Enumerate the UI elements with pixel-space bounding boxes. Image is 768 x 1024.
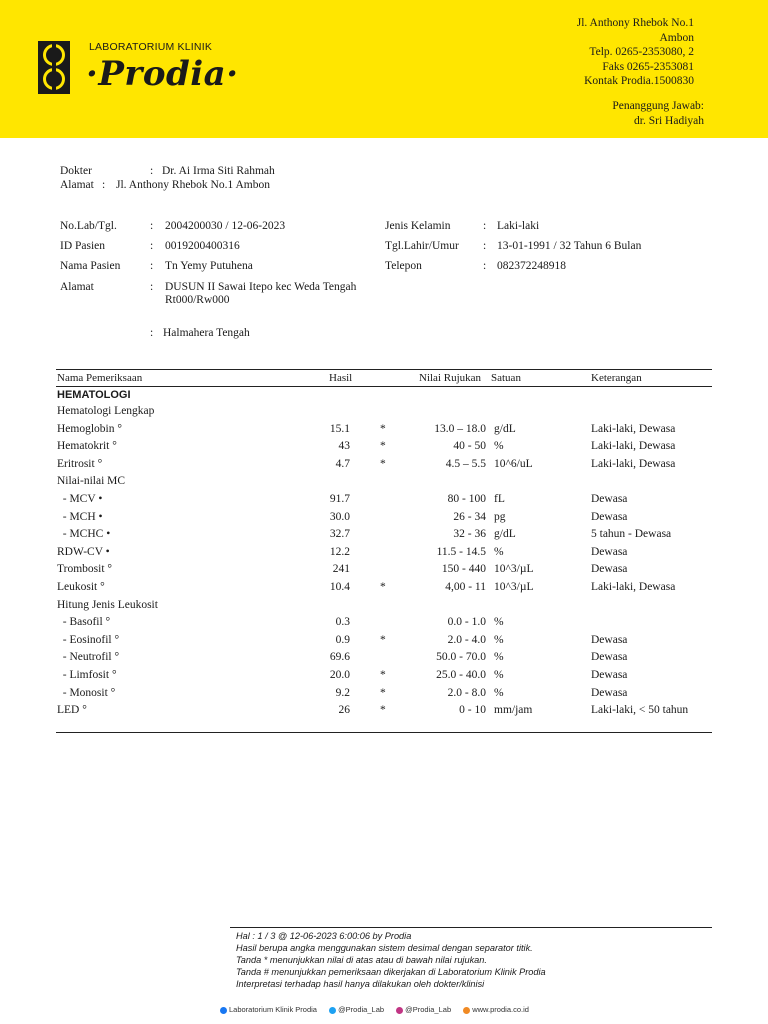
row-name: - MCV • [57,493,103,505]
row-note: Laki-laki, Dewasa [591,458,676,470]
row-ref: 4.5 – 5.5 [445,458,486,470]
lab-label: LABORATORIUM KLINIK [89,41,213,53]
row-note: Dewasa [591,687,628,699]
row-name: Eritrosit ° [57,458,103,470]
patient-name-label: Nama Pasien [60,260,121,272]
row-result: 43 [338,440,350,452]
col-header-ref: Nilai Rujukan [419,372,482,384]
social-twitter[interactable]: @Prodia_Lab [329,1005,384,1014]
row-note: Dewasa [591,634,628,646]
row-name: Hematologi Lengkap [57,405,155,417]
row-name: RDW-CV • [57,546,110,558]
row-name: Leukosit ° [57,581,105,593]
doctor-address-label: Alamat [60,179,94,191]
colon: : [150,220,154,232]
row-result: 0.3 [335,616,350,628]
row-name: - Neutrofil ° [57,651,120,663]
row-result: 91.7 [329,493,350,505]
row-note: Laki-laki, Dewasa [591,440,676,452]
doctor-label: Dokter [60,165,92,177]
row-note: Dewasa [591,651,628,663]
letterhead [0,0,768,138]
row-ref: 150 - 440 [441,563,486,575]
row-result: 15.1 [329,423,350,435]
row-ref: 4,00 - 11 [445,581,486,593]
row-unit: % [494,440,504,452]
row-name: Hemoglobin ° [57,423,122,435]
row-result: 12.2 [329,546,350,558]
social-links [220,1005,539,1014]
responsible-person: Penanggung Jawab: dr. Sri Hadiyah [612,100,704,127]
row-ref: 25.0 - 40.0 [436,669,486,681]
row-ref: 2.0 - 8.0 [447,687,486,699]
row-unit: % [494,669,504,681]
social-instagram[interactable]: @Prodia_Lab [396,1005,451,1014]
row-ref: 0 - 10 [459,704,486,716]
row-unit: g/dL [494,528,516,540]
row-name: - Limfosit ° [57,669,117,681]
facebook-icon [220,1007,227,1014]
footer-notes [236,930,546,990]
row-note: Dewasa [591,546,628,558]
row-unit: fL [494,493,505,505]
dob-label: Tgl.Lahir/Umur [385,240,459,252]
row-result: 32.7 [329,528,350,540]
colon: : [483,260,487,272]
patient-address-line2: Rt000/Rw000 [165,294,230,306]
row-ref: 11.5 - 14.5 [436,546,486,558]
row-name: Hematokrit ° [57,440,117,452]
row-result: 4.7 [335,458,350,470]
row-result: 0.9 [335,634,350,646]
web-icon [463,1007,470,1014]
sex-value: Laki-laki [497,220,540,232]
colon: : [150,260,154,272]
twitter-icon [329,1007,336,1014]
doctor-name: Dr. Ai Irma Siti Rahmah [162,165,275,177]
row-unit: % [494,616,504,628]
row-name: - Eosinofil ° [57,634,120,646]
row-ref: 26 - 34 [453,511,486,523]
nolab-label: No.Lab/Tgl. [60,220,117,232]
row-note: Laki-laki, Dewasa [591,423,676,435]
row-unit: pg [494,511,506,523]
patient-name-value: Tn Yemy Putuhena [165,260,253,272]
row-result: 30.0 [329,511,350,523]
social-website[interactable]: www.prodia.co.id [463,1005,529,1014]
row-name: LED ° [57,704,87,716]
patient-id-label: ID Pasien [60,240,106,252]
row-result: 20.0 [329,669,350,681]
section-title: HEMATOLOGI [57,389,131,401]
row-ref: 0.0 - 1.0 [447,616,486,628]
instagram-icon [396,1007,403,1014]
brand-name: ·Prodia· [86,54,239,94]
row-note: Laki-laki, Dewasa [591,581,676,593]
row-ref: 40 - 50 [453,440,486,452]
row-name: Trombosit ° [57,563,112,575]
row-note: Dewasa [591,493,628,505]
row-flag: * [380,634,386,646]
footer-note: Tanda # menunjukkan pemeriksaan dikerjakan di Laboratorium Klinik Prodia [236,967,546,977]
footer-rule [230,927,712,928]
row-name: - Monosit ° [57,687,116,699]
footer-note: Tanda * menunjukkan nilai di atas atau di bawah nilai rujukan. [236,955,487,965]
sex-label: Jenis Kelamin [385,220,451,232]
colon: : [483,220,487,232]
table-header-rule [56,386,712,387]
row-unit: 10^3/µL [494,581,534,593]
row-name: - MCH • [57,511,103,523]
row-name: Hitung Jenis Leukosit [57,599,158,611]
colon: : [150,327,154,339]
table-top-rule [56,369,712,370]
row-ref: 2.0 - 4.0 [447,634,486,646]
row-unit: g/dL [494,423,516,435]
colon: : [150,281,154,293]
lab-address: Jl. Anthony Rhebok No.1 Ambon Telp. 0265-2353080, 2 Faks 0265-2353081 Kontak Prodia.1500830 [576,17,694,87]
doctor-address: Jl. Anthony Rhebok No.1 Ambon [116,179,270,191]
row-unit: 10^3/µL [494,563,534,575]
row-result: 10.4 [329,581,350,593]
row-unit: 10^6/uL [494,458,533,470]
row-result: 26 [338,704,350,716]
col-header-name: Nama Pemeriksaan [57,372,143,384]
table-bottom-rule [56,732,712,733]
colon: : [102,179,106,191]
col-header-note: Keterangan [591,372,642,384]
phone-label: Telepon [385,260,422,272]
dob-value: 13-01-1991 / 32 Tahun 6 Bulan [497,240,642,252]
row-result: 241 [332,563,350,575]
row-unit: % [494,651,504,663]
row-unit: % [494,687,504,699]
footer-note: Hasil berupa angka menggunakan sistem desimal dengan separator titik. [236,943,533,953]
row-note: Dewasa [591,669,628,681]
nolab-value: 2004200030 / 12-06-2023 [165,220,286,232]
footer-note: Interpretasi terhadap hasil hanya dilakukan oleh dokter/klinisi [236,979,485,989]
prodia-logo-icon [38,41,70,94]
social-facebook[interactable]: Laboratorium Klinik Prodia [220,1005,317,1014]
row-flag: * [380,687,386,699]
row-result: 69.6 [329,651,350,663]
patient-address-label: Alamat [60,281,94,293]
phone-value: 082372248918 [497,260,566,272]
row-result: 9.2 [335,687,350,699]
row-ref: 32 - 36 [453,528,486,540]
row-flag: * [380,458,386,470]
row-note: Dewasa [591,511,628,523]
row-unit: % [494,634,504,646]
row-note: Dewasa [591,563,628,575]
row-flag: * [380,704,386,716]
row-unit: mm/jam [494,704,533,716]
row-flag: * [380,581,386,593]
col-header-unit: Satuan [491,372,521,384]
colon: : [150,165,154,177]
patient-address-line3: Halmahera Tengah [163,327,250,339]
row-ref: 50.0 - 70.0 [436,651,486,663]
col-header-result: Hasil [329,372,353,384]
row-flag: * [380,440,386,452]
row-ref: 80 - 100 [447,493,486,505]
row-flag: * [380,669,386,681]
row-name: - MCHC • [57,528,111,540]
row-unit: % [494,546,504,558]
colon: : [483,240,487,252]
patient-id-value: 0019200400316 [165,240,240,252]
row-name: - Basofil ° [57,616,111,628]
row-flag: * [380,423,386,435]
patient-address-line1: DUSUN II Sawai Itepo kec Weda Tengah [165,281,357,293]
row-name: Nilai-nilai MC [57,475,126,487]
row-note: Laki-laki, < 50 tahun [591,704,689,716]
colon: : [150,240,154,252]
row-note: 5 tahun - Dewasa [591,528,672,540]
row-ref: 13.0 – 18.0 [434,423,486,435]
page-info: Hal : 1 / 3 @ 12-06-2023 6:00:06 by Prodia [236,931,412,941]
